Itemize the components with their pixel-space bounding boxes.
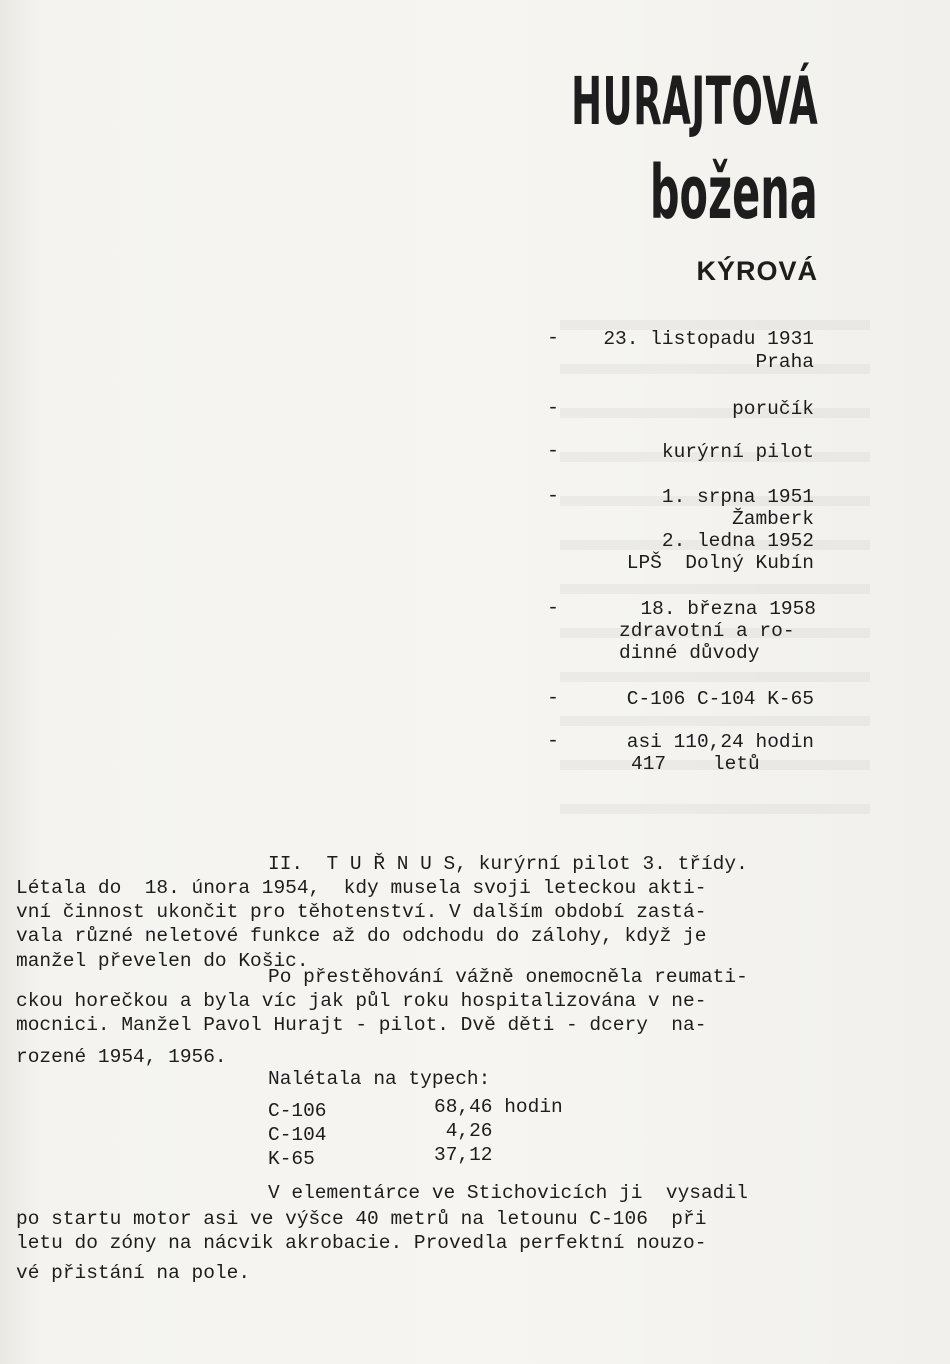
flight-hours: asi 110,24 hodin <box>626 731 814 753</box>
type-name: K-65 <box>268 1148 315 1170</box>
school-place: LPŠ Dolný Kubín <box>626 552 814 574</box>
fact-dash: - <box>547 327 560 350</box>
type-hours: 4,26 <box>434 1120 493 1142</box>
type-hours: 37,12 <box>434 1144 493 1166</box>
body-line: letu do zóny na nácvik akrobacie. Provedla perfektní nouzo- <box>16 1232 707 1254</box>
flight-count: 417 letů <box>631 753 760 775</box>
service-start-date: 1. srpna 1951 <box>661 486 814 508</box>
service-start-place: Žamberk <box>732 508 814 530</box>
end-date: 18. března 1958 <box>640 598 816 620</box>
body-line: Létala do 18. února 1954, kdy musela svoji leteckou akti- <box>16 877 707 899</box>
body-line: mocnici. Manžel Pavol Hurajt - pilot. Dvě děti - dcery na- <box>16 1014 707 1036</box>
fact-dash: - <box>547 485 560 508</box>
body-line: rozené 1954, 1956. <box>16 1046 227 1068</box>
body-line: V elementárce ve Stichovicích ji vysadil <box>268 1182 748 1204</box>
body-line: po startu motor asi ve výšce 40 metrů na letounu C-106 při <box>16 1208 707 1230</box>
body-line: vé přistání na pole. <box>16 1262 251 1284</box>
maiden-name-heading: KÝROVÁ <box>696 256 818 286</box>
body-line: ckou horečkou a byla víc jak půl roku hospitalizována v ne- <box>16 990 707 1012</box>
type-name: C-106 <box>268 1100 327 1122</box>
end-reason-line2: dinné důvody <box>619 642 760 664</box>
body-line: manžel převelen do Košic. <box>16 950 309 972</box>
fact-dash: - <box>547 597 560 620</box>
body-line: vala různé neletové funkce až do odchodu do zálohy, když je <box>16 925 707 947</box>
types-heading: Nalétala na typech: <box>268 1068 491 1090</box>
fact-dash: - <box>547 397 560 420</box>
body-line: Po přestěhování vážně onemocněla reumati- <box>268 966 748 988</box>
given-name-heading: božena <box>650 150 818 236</box>
fact-dash: - <box>547 730 560 753</box>
type-hours: 68,46 hodin <box>434 1096 563 1118</box>
body-line: vní činnost ukončit pro těhotenství. V dalším období zastá- <box>16 901 707 923</box>
surname-heading: HURAJTOVÁ <box>570 63 818 140</box>
birth-place: Praha <box>755 351 814 373</box>
school-start-date: 2. ledna 1952 <box>661 530 814 552</box>
end-reason-line1: zdravotní a ro- <box>619 620 795 642</box>
fact-dash: - <box>547 687 560 710</box>
body-line: II. T U Ř N U S, kurýrní pilot 3. třídy. <box>268 853 748 875</box>
type-name: C-104 <box>268 1124 327 1146</box>
fact-dash: - <box>547 440 560 463</box>
aircraft-types: C-106 C-104 K-65 <box>626 688 814 710</box>
birth-date: 23. listopadu 1931 <box>603 328 814 350</box>
function: kurýrní pilot <box>661 441 814 463</box>
rank: poručík <box>732 398 814 420</box>
